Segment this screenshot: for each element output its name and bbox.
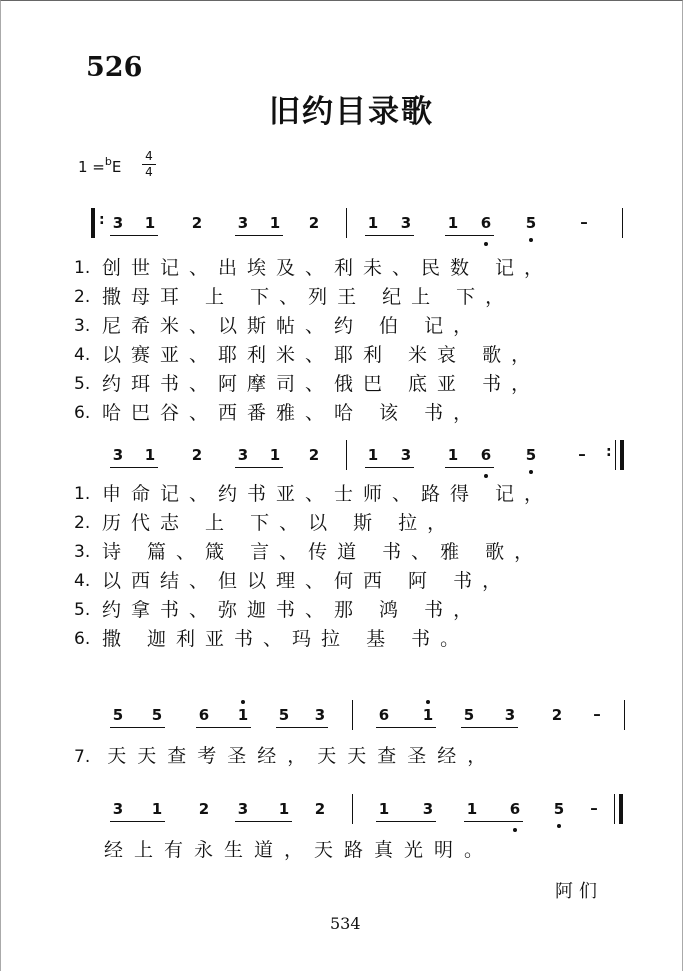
note: 5 bbox=[525, 446, 537, 464]
note: 3 bbox=[112, 446, 124, 464]
verse-number: 6. bbox=[74, 403, 91, 423]
note: 1 bbox=[447, 214, 459, 232]
verse-number: 4. bbox=[74, 571, 91, 591]
beam bbox=[445, 467, 494, 468]
lyric-text: 以赛亚、耶利米、耶利 米哀 歌， bbox=[102, 344, 541, 366]
note: 3 bbox=[237, 214, 249, 232]
music-row-4 bbox=[0, 790, 683, 830]
verse-number: 1. bbox=[74, 258, 91, 278]
note: 2 bbox=[191, 446, 203, 464]
note: 1 bbox=[278, 800, 290, 818]
note: 3 bbox=[237, 446, 249, 464]
note: 3 bbox=[400, 214, 412, 232]
lyric-line bbox=[74, 538, 574, 567]
beam bbox=[365, 467, 414, 468]
beam bbox=[235, 467, 283, 468]
hold-dash: – bbox=[590, 799, 598, 817]
amen: 阿们 bbox=[555, 881, 603, 902]
key-prefix: 1 = bbox=[78, 158, 105, 176]
note: 5 bbox=[553, 800, 565, 818]
note: 1 bbox=[367, 214, 379, 232]
lyric-text: 尼希米、以斯帖、约 伯 记， bbox=[102, 315, 483, 337]
time-signature-top: 4 bbox=[145, 149, 153, 163]
low-octave-dot bbox=[484, 474, 488, 478]
lyric-text: 约拿书、弥迦书、那 鸿 书， bbox=[102, 599, 483, 621]
barline bbox=[352, 794, 353, 824]
lyric-line bbox=[74, 399, 574, 428]
lyric-text: 撒 迦利亚书、玛拉 基 书。 bbox=[102, 628, 470, 650]
note: 1 bbox=[269, 214, 281, 232]
note: 2 bbox=[198, 800, 210, 818]
verse-number: 1. bbox=[74, 484, 91, 504]
music-row-3 bbox=[0, 696, 683, 736]
beam bbox=[445, 235, 494, 236]
note: 6 bbox=[509, 800, 521, 818]
verse-number: 2. bbox=[74, 287, 91, 307]
lyric-line bbox=[74, 341, 574, 370]
verse-number: 7. bbox=[74, 747, 91, 767]
hold-dash: – bbox=[593, 705, 601, 723]
note: 1 bbox=[447, 446, 459, 464]
barline bbox=[346, 208, 347, 238]
beam bbox=[276, 727, 328, 728]
note: 2 bbox=[308, 446, 320, 464]
repeat-dots: : bbox=[606, 444, 612, 460]
low-octave-dot bbox=[529, 470, 533, 474]
low-octave-dot bbox=[529, 238, 533, 242]
note: 1 bbox=[422, 706, 434, 724]
lyric-line bbox=[74, 509, 574, 538]
low-octave-dot bbox=[557, 824, 561, 828]
time-signature bbox=[142, 150, 156, 179]
high-octave-dot bbox=[426, 700, 430, 704]
beam bbox=[110, 467, 158, 468]
repeat-start-barline bbox=[91, 208, 95, 238]
lyric-line bbox=[74, 312, 574, 341]
note: 1 bbox=[151, 800, 163, 818]
lyric-text: 撒母耳 上 下、列王 纪上 下， bbox=[102, 286, 515, 308]
beam bbox=[110, 727, 165, 728]
verse-number: 3. bbox=[74, 542, 91, 562]
lyric-line bbox=[74, 480, 574, 509]
lyric-line bbox=[74, 254, 574, 283]
lyric-line bbox=[74, 370, 574, 399]
high-octave-dot bbox=[241, 700, 245, 704]
lyric-line bbox=[74, 567, 574, 596]
lyric-text: 创世记、出埃及、利未、民数 记， bbox=[102, 257, 554, 279]
lyric-text: 申命记、约书亚、士师、路得 记， bbox=[102, 483, 554, 505]
lyric-text: 约珥书、阿摩司、俄巴 底亚 书， bbox=[102, 373, 541, 395]
lyric-line-final: 经上有永生道，天路真光明。 bbox=[104, 839, 495, 861]
note: 1 bbox=[237, 706, 249, 724]
lyrics-block-1 bbox=[74, 254, 574, 428]
note: 3 bbox=[112, 800, 124, 818]
lyric-text: 哈巴谷、西番雅、哈 该 书， bbox=[102, 402, 483, 424]
lyric-text: 历代志 上 下、以 斯 拉， bbox=[102, 512, 457, 534]
barline bbox=[624, 700, 625, 730]
beam bbox=[235, 821, 292, 822]
hold-dash: – bbox=[578, 445, 586, 463]
hymn-title: 旧约目录歌 bbox=[269, 94, 434, 130]
verse-number: 3. bbox=[74, 316, 91, 336]
note: 2 bbox=[191, 214, 203, 232]
final-barline bbox=[619, 794, 623, 824]
key-flat: b bbox=[104, 155, 112, 168]
key-signature bbox=[78, 155, 122, 176]
barline bbox=[615, 440, 616, 470]
note: 5 bbox=[463, 706, 475, 724]
note: 3 bbox=[112, 214, 124, 232]
low-octave-dot bbox=[484, 242, 488, 246]
note: 6 bbox=[198, 706, 210, 724]
lyric-text: 诗 篇、箴 言、传道 书、雅 歌， bbox=[102, 541, 544, 563]
repeat-dots: : bbox=[99, 212, 105, 228]
note: 1 bbox=[367, 446, 379, 464]
note: 5 bbox=[278, 706, 290, 724]
verse-number: 4. bbox=[74, 345, 91, 365]
note: 3 bbox=[237, 800, 249, 818]
note: 2 bbox=[551, 706, 563, 724]
beam bbox=[461, 727, 518, 728]
key-letter: E bbox=[111, 158, 122, 176]
verse-number: 6. bbox=[74, 629, 91, 649]
note: 6 bbox=[480, 446, 492, 464]
barline bbox=[622, 208, 623, 238]
beam bbox=[235, 235, 283, 236]
beam bbox=[464, 821, 523, 822]
time-signature-bottom: 4 bbox=[145, 165, 153, 179]
note: 1 bbox=[144, 214, 156, 232]
note: 5 bbox=[525, 214, 537, 232]
note: 2 bbox=[314, 800, 326, 818]
note: 5 bbox=[112, 706, 124, 724]
barline bbox=[614, 794, 615, 824]
lyric-line bbox=[74, 596, 574, 625]
page-number: 534 bbox=[330, 914, 361, 933]
note: 1 bbox=[144, 446, 156, 464]
note: 3 bbox=[314, 706, 326, 724]
beam bbox=[110, 235, 158, 236]
music-row-1 bbox=[0, 204, 683, 244]
beam bbox=[376, 727, 436, 728]
verse-number: 5. bbox=[74, 600, 91, 620]
beam bbox=[376, 821, 436, 822]
beam bbox=[196, 727, 251, 728]
lyric-line-7 bbox=[74, 741, 497, 768]
note: 1 bbox=[466, 800, 478, 818]
hold-dash: – bbox=[580, 213, 588, 231]
beam bbox=[110, 821, 165, 822]
note: 1 bbox=[269, 446, 281, 464]
lyric-line bbox=[74, 625, 574, 654]
low-octave-dot bbox=[513, 828, 517, 832]
note: 1 bbox=[378, 800, 390, 818]
note: 3 bbox=[422, 800, 434, 818]
lyrics-block-2 bbox=[74, 480, 574, 654]
note: 6 bbox=[480, 214, 492, 232]
lyric-text: 以西结、但以理、何西 阿 书， bbox=[102, 570, 512, 592]
note: 6 bbox=[378, 706, 390, 724]
repeat-end-barline bbox=[620, 440, 624, 470]
barline bbox=[346, 440, 347, 470]
music-row-2 bbox=[0, 436, 683, 476]
note: 2 bbox=[308, 214, 320, 232]
verse-number: 2. bbox=[74, 513, 91, 533]
lyric-text: 天天查考圣经，天天查圣经， bbox=[107, 745, 498, 767]
note: 5 bbox=[151, 706, 163, 724]
beam bbox=[365, 235, 414, 236]
lyric-line bbox=[74, 283, 574, 312]
barline bbox=[352, 700, 353, 730]
verse-number: 5. bbox=[74, 374, 91, 394]
note: 3 bbox=[400, 446, 412, 464]
note: 3 bbox=[504, 706, 516, 724]
hymn-number: 526 bbox=[86, 52, 143, 83]
